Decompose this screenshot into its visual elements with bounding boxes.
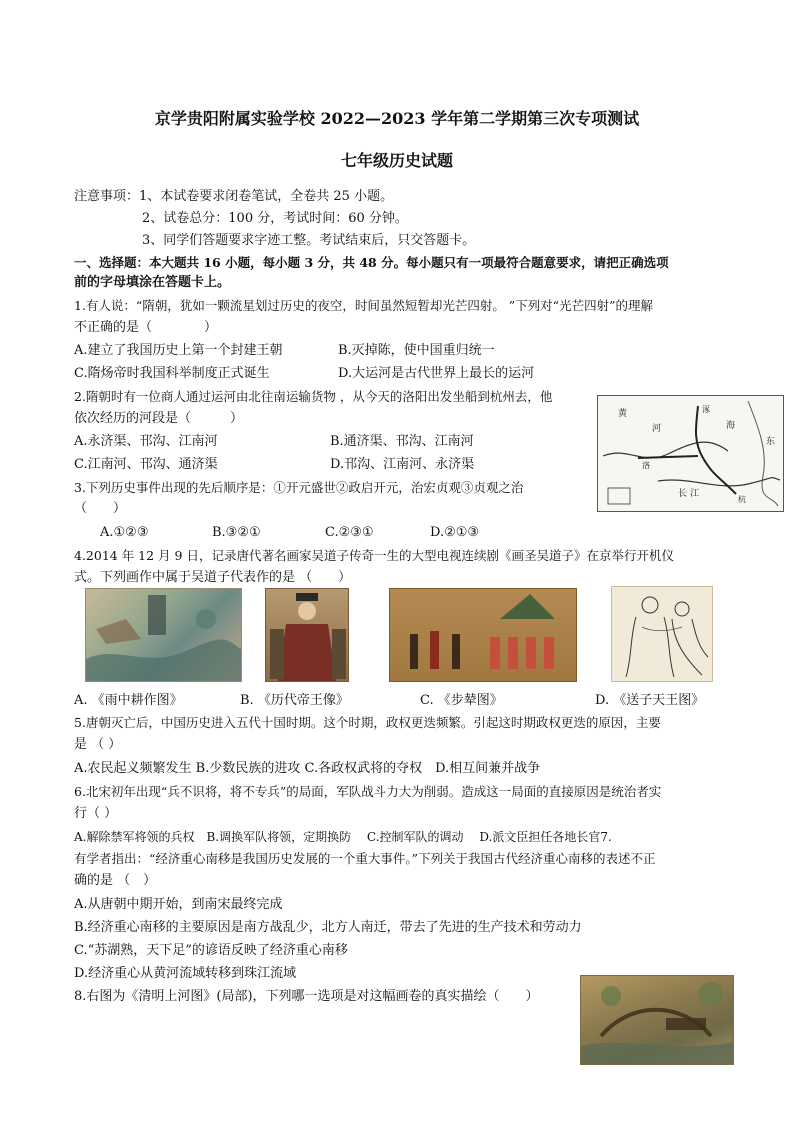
painting-songzi	[611, 586, 713, 682]
q1-option-c: C.隋炀帝时我国科举制度正式诞生	[74, 366, 270, 381]
school-title: 京学贵阳附属实验学校 2022—2023 学年第二学期第三次专项测试	[154, 109, 640, 128]
svg-text:黄: 黄	[618, 409, 628, 419]
painting-qingming	[580, 975, 734, 1065]
q8-stem-1: 8.右图为《清明上河图》(局部)，下列哪一选项是对这幅画卷的真实描绘（ ）	[74, 989, 539, 1004]
q3-option-c: C.②③①	[325, 525, 374, 540]
q2-option-a: A.永济渠、邗沟、江南河	[74, 434, 218, 449]
q3-stem-2: （ ）	[74, 501, 127, 516]
notes-line-1: 注意事项：1、本试卷要求闭卷笔试，全卷共 25 小题。	[74, 189, 394, 204]
painting-emperors	[265, 588, 349, 682]
painting-rain-farming-drawing	[86, 589, 241, 681]
q1-option-b: B.灭掉陈，使中国重归统一	[338, 343, 495, 358]
painting-qingming-drawing	[581, 976, 733, 1064]
notes-line-3: 3、同学们答题要求字迹工整。考试结束后，只交答题卡。	[142, 233, 476, 248]
q7-stem-1: 有学者指出：“经济重心南移是我国历史发展的一个重大事件。”下列关于我国古代经济重心南移的表述不正	[74, 851, 656, 866]
painting-bunian	[389, 588, 577, 682]
svg-text:长: 长	[678, 489, 688, 499]
svg-text:洛: 洛	[642, 461, 650, 470]
grand-canal-map	[597, 395, 784, 512]
q6-stem-1: 6.北宋初年出现“兵不识将，将不专兵”的局面，军队战斗力大为削弱。造成这一局面的直接原因是统治者实	[74, 784, 662, 799]
q7-stem-2: 确的是 （ ）	[74, 873, 157, 888]
painting-emperors-drawing	[266, 589, 348, 681]
svg-text:东: 东	[766, 437, 776, 447]
notes-line-2: 2、试卷总分：100 分，考试时间：60 分钟。	[142, 211, 408, 226]
q1-option-d: D.大运河是古代世界上最长的运河	[338, 366, 535, 381]
q4-stem-2: 式。下列画作中属于吴道子代表作的是 （ ）	[74, 570, 352, 585]
q2-option-b: B.通济渠、邗沟、江南河	[330, 434, 474, 449]
q1-stem-2: 不正确的是（ ）	[74, 320, 218, 335]
q3-option-b: B.③②①	[212, 525, 261, 540]
q3-option-a: A.①②③	[100, 525, 149, 540]
section1-instructions-1: 一、选择题：本大题共 16 小题，每小题 3 分，共 48 分。每小题只有一项最符合题意要求，请把正确选项	[74, 255, 669, 270]
painting-bunian-drawing	[390, 589, 576, 681]
q1-option-a: A.建立了我国历史上第一个封建王朝	[74, 343, 283, 358]
svg-text:江: 江	[690, 489, 700, 499]
painting-rain-farming	[85, 588, 242, 682]
painting-songzi-drawing	[612, 587, 712, 681]
section1-instructions-2: 前的字母填涂在答题卡上。	[74, 275, 231, 290]
q2-option-c: C.江南河、邗沟、通济渠	[74, 457, 218, 472]
q6-options: A.解除禁军将领的兵权 B.调换军队将领，定期换防 C.控制军队的调动 D.派文臣担任各地长官7.	[74, 830, 612, 844]
q4-option-b: B. 《历代帝王像》	[240, 693, 349, 708]
q5-options: A.农民起义频繁发生 B.少数民族的进攻 C.各政权武将的夺权 D.相互间兼并战争	[74, 761, 541, 776]
q7-option-a: A.从唐朝中期开始，到南宋最终完成	[74, 897, 283, 912]
q7-option-b: B.经济重心南移的主要原因是南方战乱少，北方人南迁，带去了先进的生产技术和劳动力	[74, 920, 582, 935]
exam-title: 七年级历史试题	[340, 151, 453, 170]
q5-stem-1: 5.唐朝灭亡后，中国历史进入五代十国时期。这个时期，政权更迭频繁。引起这时期政权更迭的原因，主要	[74, 715, 661, 730]
svg-text:河: 河	[652, 424, 662, 434]
q4-option-c: C. 《步辇图》	[420, 693, 503, 708]
q4-option-a: A. 《雨中耕作图》	[74, 693, 183, 708]
q1-stem-1: 1.有人说：“隋朝，犹如一颗流星划过历史的夜空，时间虽然短暂却光芒四射。 ”下列对“光芒四射”的理解	[74, 298, 653, 313]
q2-stem-1: 2.隋朝时有一位商人通过运河由北往南运输货物 ，从今天的洛阳出发坐船到杭州去，他	[74, 389, 553, 404]
grand-canal-map-drawing	[598, 396, 783, 511]
q4-option-d: D. 《送子天王图》	[595, 693, 705, 708]
svg-text:杭: 杭	[738, 495, 746, 504]
q3-option-d: D.②①③	[430, 525, 480, 540]
q4-stem-1: 4.2014 年 12 月 9 日，记录唐代著名画家吴道子传奇一生的大型电视连续剧《画圣吴道子》在京举行开机仪	[74, 548, 674, 563]
q3-stem-1: 3.下列历史事件出现的先后顺序是：①开元盛世②政启开元，治宏贞观③贞观之治	[74, 480, 524, 495]
q7-option-c: C.“苏湖熟，天下足”的谚语反映了经济重心南移	[74, 943, 348, 958]
svg-text:海: 海	[726, 421, 736, 431]
q6-stem-2: 行（ ）	[74, 806, 118, 821]
q7-option-d: D.经济重心从黄河流域转移到珠江流域	[74, 966, 297, 981]
q2-option-d: D.邗沟、江南河、永济渠	[330, 457, 475, 472]
q2-stem-2: 依次经历的河段是（ ）	[74, 411, 244, 426]
q5-stem-2: 是 （ ）	[74, 737, 122, 752]
svg-text:涿: 涿	[702, 405, 710, 414]
